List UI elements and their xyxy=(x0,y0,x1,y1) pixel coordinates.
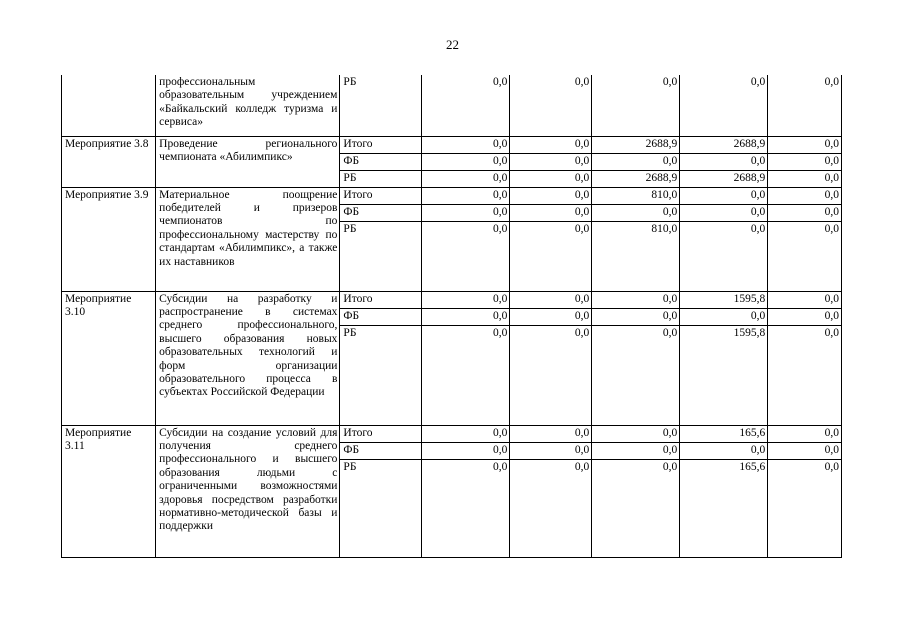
value-cell: 0,0 xyxy=(592,459,680,557)
funding-source: Итого xyxy=(340,425,422,442)
page-number: 22 xyxy=(446,37,459,52)
measure-id: Мероприятие 3.11 xyxy=(62,425,156,557)
funding-source: РБ xyxy=(340,221,422,291)
value-cell: 0,0 xyxy=(592,425,680,442)
value-cell: 0,0 xyxy=(768,136,842,153)
value-cell: 0,0 xyxy=(510,442,592,459)
measure-description: профессиональным образовательным учреждением «Байкальский колледж туризма и сервиса» xyxy=(156,75,340,136)
measure-description: Субсидии на создание условий для получения среднего профессионального и высшего образования людьми с ограниченными возможностями здоровья посредством разработки нормативно-методической базы и поддержки xyxy=(156,425,340,557)
value-cell: 0,0 xyxy=(422,75,510,136)
value-cell: 0,0 xyxy=(510,204,592,221)
funding-source: Итого xyxy=(340,136,422,153)
value-cell: 0,0 xyxy=(510,308,592,325)
value-cell: 0,0 xyxy=(592,325,680,425)
value-cell: 0,0 xyxy=(768,170,842,187)
value-cell: 1595,8 xyxy=(680,291,768,308)
funding-source: РБ xyxy=(340,170,422,187)
value-cell: 0,0 xyxy=(680,75,768,136)
value-cell: 0,0 xyxy=(422,187,510,204)
value-cell: 0,0 xyxy=(510,425,592,442)
value-cell: 0,0 xyxy=(768,291,842,308)
value-cell: 0,0 xyxy=(768,459,842,557)
measure-id: Мероприятие 3.10 xyxy=(62,291,156,425)
funding-source: Итого xyxy=(340,187,422,204)
value-cell: 0,0 xyxy=(510,325,592,425)
table-row xyxy=(62,75,842,136)
value-cell: 0,0 xyxy=(422,425,510,442)
value-cell: 0,0 xyxy=(768,153,842,170)
measure-description: Субсидии на разработку и распространение в системах среднего профессионального, высшего образования новых образовательных технологий и форм организации образовательного процесса в субъектах Российской Федерации xyxy=(156,291,340,425)
value-cell: 0,0 xyxy=(768,325,842,425)
value-cell: 0,0 xyxy=(422,153,510,170)
value-cell: 0,0 xyxy=(680,204,768,221)
funding-source: ФБ xyxy=(340,204,422,221)
value-cell: 0,0 xyxy=(510,187,592,204)
value-cell: 0,0 xyxy=(422,459,510,557)
value-cell: 1595,8 xyxy=(680,325,768,425)
value-cell: 0,0 xyxy=(592,204,680,221)
value-cell: 165,6 xyxy=(680,425,768,442)
value-cell: 2688,9 xyxy=(592,136,680,153)
table-row xyxy=(62,425,842,442)
funding-table xyxy=(61,75,842,558)
value-cell: 0,0 xyxy=(768,187,842,204)
funding-source: ФБ xyxy=(340,153,422,170)
value-cell: 0,0 xyxy=(592,308,680,325)
measure-description: Проведение регионального чемпионата «Абилимпикс» xyxy=(156,136,340,187)
value-cell: 0,0 xyxy=(510,459,592,557)
value-cell: 0,0 xyxy=(768,221,842,291)
value-cell: 0,0 xyxy=(510,136,592,153)
value-cell: 0,0 xyxy=(422,136,510,153)
value-cell: 0,0 xyxy=(422,325,510,425)
value-cell: 810,0 xyxy=(592,187,680,204)
value-cell: 2688,9 xyxy=(680,170,768,187)
value-cell: 165,6 xyxy=(680,459,768,557)
value-cell: 0,0 xyxy=(768,204,842,221)
value-cell: 0,0 xyxy=(422,204,510,221)
value-cell: 0,0 xyxy=(592,442,680,459)
value-cell: 0,0 xyxy=(592,153,680,170)
funding-source: ФБ xyxy=(340,442,422,459)
measure-id: Мероприятие 3.9 xyxy=(62,187,156,291)
value-cell: 0,0 xyxy=(422,291,510,308)
value-cell: 0,0 xyxy=(768,425,842,442)
value-cell: 0,0 xyxy=(422,442,510,459)
funding-source: Итого xyxy=(340,291,422,308)
value-cell: 0,0 xyxy=(592,291,680,308)
value-cell: 0,0 xyxy=(680,187,768,204)
table-row xyxy=(62,291,842,308)
value-cell: 0,0 xyxy=(510,221,592,291)
value-cell: 0,0 xyxy=(680,308,768,325)
measure-description: Материальное поощрение победителей и призеров чемпионатов по профессиональному мастерству по стандартам «Абилимпикс», а также их наставников xyxy=(156,187,340,291)
table-row xyxy=(62,187,842,204)
funding-source: РБ xyxy=(340,459,422,557)
value-cell: 0,0 xyxy=(768,442,842,459)
funding-source: ФБ xyxy=(340,308,422,325)
value-cell: 0,0 xyxy=(422,221,510,291)
value-cell: 0,0 xyxy=(510,291,592,308)
measure-id: Мероприятие 3.8 xyxy=(62,136,156,187)
measure-id xyxy=(62,75,156,136)
funding-source: РБ xyxy=(340,325,422,425)
value-cell: 0,0 xyxy=(680,221,768,291)
value-cell: 0,0 xyxy=(510,170,592,187)
value-cell: 2688,9 xyxy=(592,170,680,187)
value-cell: 810,0 xyxy=(592,221,680,291)
funding-source: РБ xyxy=(340,75,422,136)
value-cell: 0,0 xyxy=(592,75,680,136)
value-cell: 0,0 xyxy=(680,442,768,459)
value-cell: 0,0 xyxy=(510,153,592,170)
value-cell: 0,0 xyxy=(422,170,510,187)
value-cell: 0,0 xyxy=(680,153,768,170)
value-cell: 0,0 xyxy=(510,75,592,136)
value-cell: 0,0 xyxy=(768,75,842,136)
value-cell: 0,0 xyxy=(422,308,510,325)
value-cell: 0,0 xyxy=(768,308,842,325)
table-row xyxy=(62,136,842,153)
value-cell: 2688,9 xyxy=(680,136,768,153)
